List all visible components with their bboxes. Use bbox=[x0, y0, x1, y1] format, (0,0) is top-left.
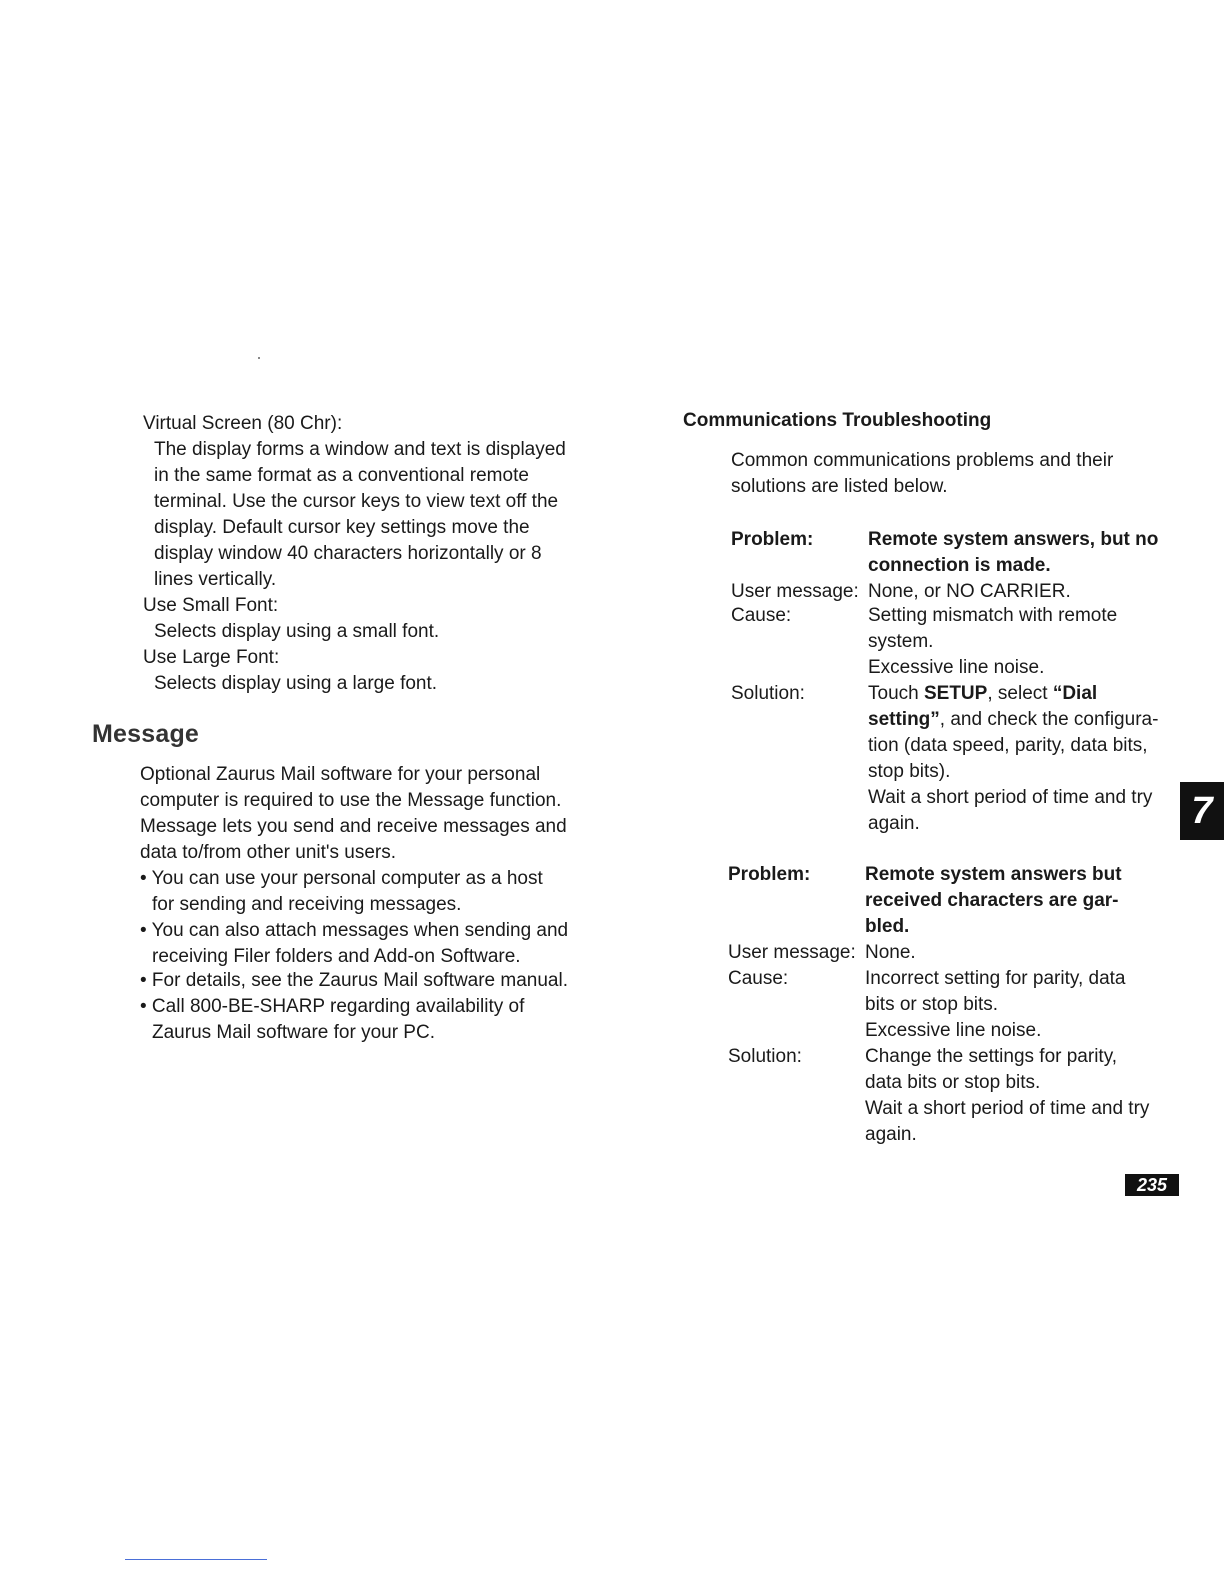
solution-text bbox=[868, 681, 1097, 707]
message-bullet-cont: receiving Filer folders and Add-on Software. bbox=[152, 946, 521, 967]
message-bullet-cont: for sending and receiving messages. bbox=[152, 894, 462, 915]
problem-text: Remote system answers but bbox=[865, 864, 1122, 885]
problem-label: Problem: bbox=[728, 864, 811, 885]
large-font-desc: Selects display using a large font. bbox=[154, 673, 438, 694]
virtual-screen-desc-line: The display forms a window and text is displayed bbox=[154, 439, 566, 460]
solution-text: Wait a short period of time and try bbox=[865, 1098, 1150, 1119]
cause-text: Incorrect setting for parity, data bbox=[865, 968, 1126, 989]
virtual-screen-desc-line: lines vertically. bbox=[154, 569, 277, 590]
message-intro-line: data to/from other unit's users. bbox=[140, 842, 397, 863]
chapter-tab: 7 bbox=[1180, 782, 1224, 840]
solution-text: Change the settings for parity, bbox=[865, 1046, 1118, 1067]
solution-select: , select bbox=[987, 683, 1053, 704]
solution-text: tion (data speed, parity, data bits, bbox=[868, 735, 1148, 756]
user-message-text: None. bbox=[865, 942, 916, 963]
message-bullet: • You can also attach messages when sending and bbox=[140, 920, 569, 941]
message-bullet: • Call 800-BE-SHARP regarding availability of bbox=[140, 996, 525, 1017]
problem-text: Remote system answers, but no bbox=[868, 529, 1159, 550]
message-bullet: • For details, see the Zaurus Mail software manual. bbox=[140, 970, 569, 991]
message-intro-line: Message lets you send and receive messages and bbox=[140, 816, 567, 837]
troubleshooting-heading: Communications Troubleshooting bbox=[683, 410, 992, 431]
message-intro-line: Optional Zaurus Mail software for your personal bbox=[140, 764, 541, 785]
user-message-label: User message: bbox=[731, 581, 859, 602]
footer-rule bbox=[125, 1559, 267, 1560]
cause-text: Excessive line noise. bbox=[868, 657, 1045, 678]
cause-text: bits or stop bits. bbox=[865, 994, 999, 1015]
problem-text: received characters are gar- bbox=[865, 890, 1119, 911]
solution-touch: Touch bbox=[868, 683, 924, 704]
solution-text: stop bits). bbox=[868, 761, 951, 782]
problem-text: connection is made. bbox=[868, 555, 1051, 576]
solution-label: Solution: bbox=[731, 683, 805, 704]
scan-speck bbox=[258, 357, 260, 359]
message-bullet-cont: Zaurus Mail software for your PC. bbox=[152, 1022, 435, 1043]
solution-text: Wait a short period of time and try bbox=[868, 787, 1153, 808]
solution-text: again. bbox=[865, 1124, 917, 1145]
user-message-label: User message: bbox=[728, 942, 856, 963]
user-message-text: None, or NO CARRIER. bbox=[868, 581, 1071, 602]
troubleshooting-intro-line: Common communications problems and their bbox=[731, 450, 1114, 471]
solution-text bbox=[868, 707, 1158, 733]
setup-key: SETUP bbox=[923, 683, 988, 704]
solution-rest: , and check the configura- bbox=[939, 709, 1159, 730]
problem-text: bled. bbox=[865, 916, 910, 937]
virtual-screen-term: Virtual Screen (80 Chr): bbox=[143, 413, 343, 434]
message-heading: Message bbox=[92, 720, 200, 748]
virtual-screen-desc-line: in the same format as a conventional remote bbox=[154, 465, 529, 486]
problem-label: Problem: bbox=[731, 529, 814, 550]
solution-text: data bits or stop bits. bbox=[865, 1072, 1041, 1093]
virtual-screen-desc-line: terminal. Use the cursor keys to view text off the bbox=[154, 491, 559, 512]
dial-setting-term: “Dial bbox=[1052, 683, 1098, 704]
message-bullet: • You can use your personal computer as a host bbox=[140, 868, 543, 889]
message-intro-line: computer is required to use the Message function. bbox=[140, 790, 562, 811]
troubleshooting-intro-line: solutions are listed below. bbox=[731, 476, 948, 497]
virtual-screen-desc-line: display window 40 characters horizontally or 8 bbox=[154, 543, 542, 564]
large-font-term: Use Large Font: bbox=[143, 647, 280, 668]
cause-text: Setting mismatch with remote bbox=[868, 605, 1118, 626]
small-font-desc: Selects display using a small font. bbox=[154, 621, 440, 642]
cause-label: Cause: bbox=[728, 968, 789, 989]
cause-text: system. bbox=[868, 631, 934, 652]
virtual-screen-desc-line: display. Default cursor key settings move the bbox=[154, 517, 530, 538]
solution-label: Solution: bbox=[728, 1046, 802, 1067]
cause-text: Excessive line noise. bbox=[865, 1020, 1042, 1041]
page-number: 235 bbox=[1125, 1174, 1179, 1196]
cause-label: Cause: bbox=[731, 605, 792, 626]
small-font-term: Use Small Font: bbox=[143, 595, 279, 616]
dial-setting-term-cont: setting” bbox=[868, 709, 940, 730]
solution-text: again. bbox=[868, 813, 920, 834]
